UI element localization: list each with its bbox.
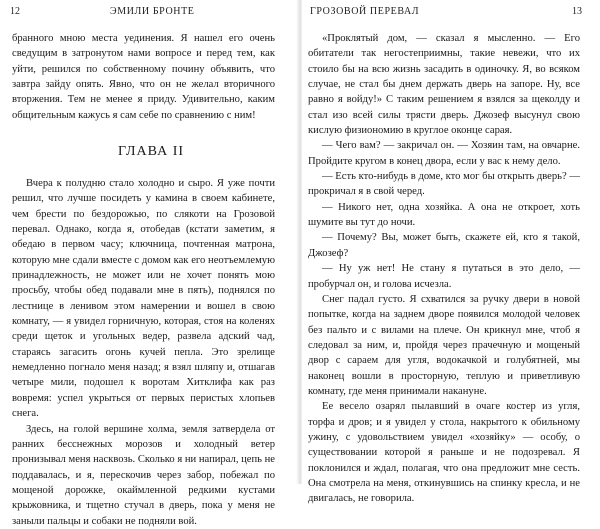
body-paragraph: — Есть кто-нибудь в доме, кто мог бы открыть дверь? — прокричал я в свой черед. xyxy=(308,171,580,198)
page-number-left: 12 xyxy=(10,6,20,17)
page-number-right: 13 xyxy=(572,6,582,17)
body-paragraph: Снег падал густо. Я схватился за ручку двери в новой попытке, когда на заднем дворе появился молодой человек без пальто и с вилами на плече. Он крикнул мне, чтоб я следовал за ним, и, пройдя через прачечную и мощеный двор с сараем для угля, водокачкой и голубятней, мы наконец вошли в просторную, теплую и приветливую комнату, где меня принимали накануне. xyxy=(308,293,580,397)
right-body-text xyxy=(308,31,580,507)
chapter-heading: ГЛАВА II xyxy=(118,144,185,159)
body-paragraph: Здесь, на голой вершине холма, земля затвердела от ранних бесснежных морозов и холодный ветер пронизывал меня насквозь. Сколько я ни напирал, цепь не поддавалась, и я, перескочив через забор, побежал по мощеной дорожке, окаймленной редкими кустами крыжовника, и тщетно стучал в дверь, пока у меня не заныли пальцы и собаки не подняли вой. xyxy=(12,423,276,527)
body-paragraph: — Чего вам? — закричал он. — Хозяин там, на овчарне. Пройдите кругом в конец двора, если у вас к нему дело. xyxy=(308,140,580,167)
running-head-right: ГРОЗОВОЙ ПЕРЕВАЛ xyxy=(310,6,420,17)
body-paragraph: — Никого нет, одна хозяйка. А она не откроет, хоть шумите вы тут до ночи. xyxy=(308,201,580,229)
left-page xyxy=(0,0,298,527)
left-body-text xyxy=(12,176,275,529)
body-paragraph: — Ну уж нет! Не стану я путаться в это дело, — пробурчал он, и голова исчезла. xyxy=(308,263,580,290)
body-paragraph: «Проклятый дом, — сказал я мысленно. — Его обитатели так негостеприимны, такие невежи, что их стоило бы на всю жизнь засадить в одиночку. Я, во всяком случае, не стал бы днем держать дверь на запоре. Ну, все равно я войду!» С таким решением я взялся за щеколду и стал изо всей силы трясти дверь. Джозеф высунул свою кислую физиономию в круглое оконце сарая. xyxy=(308,33,580,137)
running-head-left: ЭМИЛИ БРОНТЕ xyxy=(110,6,195,17)
opening-paragraph: бранного мною места уединения. Я нашел его очень сведущим в затронутом нами вопросе и перед тем, как уйти, решился по собственному почину объявить, что завтра зайду опять. Явно, что он не желал вторичного вторжения. Тем не менее я приду. Удивительно, каким общительным кажусь я сам себе по сравнению с ним! xyxy=(12,33,275,121)
left-opening-text xyxy=(12,31,275,123)
body-paragraph: — Почему? Вы, может быть, скажете ей, кто я такой, Джозеф? xyxy=(308,232,580,259)
right-page xyxy=(302,0,600,505)
body-paragraph: Ее весело озарял пылавший в очаге костер из угля, торфа и дров; и я увидел у стола, накрытого к обильному ужину, с удовольствием увидел «хозяйку» — особу, о существовании которой я раньше и не подозревал. Я поклонился и ждал, полагая, что она предложит мне сесть. Она смотрела на меня, откинувшись на спинку кресла, и не двигалась, не говорила. xyxy=(308,401,580,505)
body-paragraph: Вчера к полудню стало холодно и сыро. Я уже почти решил, что лучше посидеть у камина в своем кабинете, чем брести по бездорожью, по слякоти на Грозовой перевал. Однако, когда я, отобедав (кстати заметим, я обедаю в первом часу; ключница, почтенная матрона, которую мне сдали вместе с домом как его неотъемлемую принадлежность, не может или не хочет понять мою просьбу, чтобы обед подавали мне в пять), поднялся по лестнице в ленивом этом намерении и вошел в свою комнату, — я увидел горничную, которая, стоя на коленях среди щеток и угольных ведер, развела адский чад, стараясь загасить огонь кучей пепла. Это зрелище немедленно погнало меня назад; я взял шляпу и, отшагав четыре мили, подошел к воротам Хитклифа как раз вовремя: успел укрыться от первых перистых хлопьев снега. xyxy=(12,178,275,420)
